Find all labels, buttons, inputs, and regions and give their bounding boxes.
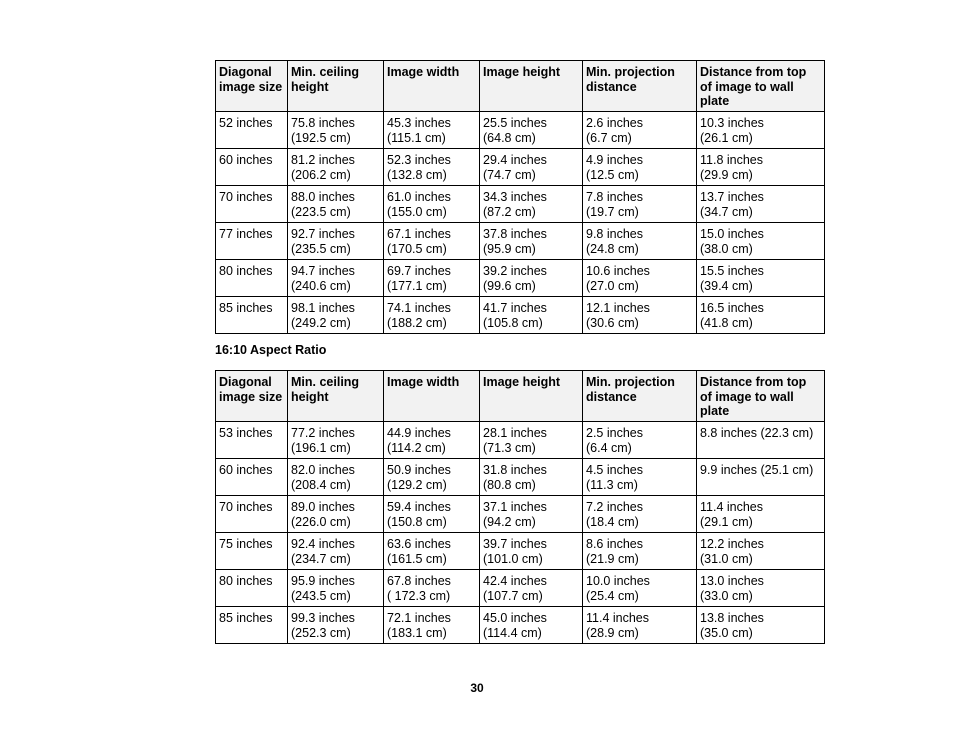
cell-line: 92.4 inches xyxy=(291,537,355,551)
cell-line: (33.0 cm) xyxy=(700,588,753,603)
table-row xyxy=(216,570,825,607)
cell-diagonal xyxy=(216,297,288,334)
cell-line: (155.0 cm) xyxy=(387,204,447,219)
cell-line: (26.1 cm) xyxy=(700,130,753,145)
cell-line: 41.7 inches xyxy=(483,301,547,315)
cell-wall-plate-distance xyxy=(697,112,825,149)
table-row xyxy=(216,496,825,533)
cell-line: (107.7 cm) xyxy=(483,588,543,603)
cell-ceiling-height xyxy=(288,570,384,607)
cell-line: 75 inches xyxy=(219,537,273,551)
cell-line: 12.2 inches xyxy=(700,537,764,551)
cell-line: (105.8 cm) xyxy=(483,315,543,330)
cell-line: 53 inches xyxy=(219,426,273,440)
cell-wall-plate-distance xyxy=(697,533,825,570)
cell-wall-plate-distance xyxy=(697,149,825,186)
cell-line: 52 inches xyxy=(219,116,273,130)
cell-image-height xyxy=(480,607,583,644)
cell-line: 69.7 inches xyxy=(387,264,451,278)
cell-diagonal xyxy=(216,223,288,260)
cell-line: (223.5 cm) xyxy=(291,204,351,219)
cell-image-width xyxy=(384,260,480,297)
cell-line: (21.9 cm) xyxy=(586,551,639,566)
column-header-width: Image width xyxy=(384,371,480,422)
cell-diagonal xyxy=(216,459,288,496)
cell-image-height xyxy=(480,223,583,260)
cell-wall-plate-distance xyxy=(697,607,825,644)
cell-image-width xyxy=(384,297,480,334)
cell-line: 92.7 inches xyxy=(291,227,355,241)
column-header-wall-plate: Distance from top of image to wall plate xyxy=(697,61,825,112)
cell-line: 10.0 inches xyxy=(586,574,650,588)
cell-line: 98.1 inches xyxy=(291,301,355,315)
cell-line: 37.1 inches xyxy=(483,500,547,514)
cell-wall-plate-distance xyxy=(697,223,825,260)
cell-image-width xyxy=(384,149,480,186)
table-row xyxy=(216,149,825,186)
cell-line: (34.7 cm) xyxy=(700,204,753,219)
cell-diagonal xyxy=(216,112,288,149)
cell-projection-distance xyxy=(583,533,697,570)
cell-line: (64.8 cm) xyxy=(483,130,536,145)
cell-line: 13.7 inches xyxy=(700,190,764,204)
cell-line: (208.4 cm) xyxy=(291,477,351,492)
cell-line: (74.7 cm) xyxy=(483,167,536,182)
cell-line: 85 inches xyxy=(219,611,273,625)
cell-line: 59.4 inches xyxy=(387,500,451,514)
table-row xyxy=(216,533,825,570)
cell-line: (27.0 cm) xyxy=(586,278,639,293)
cell-line: 13.8 inches xyxy=(700,611,764,625)
cell-line: 75.8 inches xyxy=(291,116,355,130)
cell-line: 37.8 inches xyxy=(483,227,547,241)
column-header-ceiling: Min. ceiling height xyxy=(288,61,384,112)
cell-line: 11.8 inches xyxy=(700,153,764,167)
cell-ceiling-height xyxy=(288,223,384,260)
cell-ceiling-height xyxy=(288,422,384,459)
cell-line: 12.1 inches xyxy=(586,301,650,315)
cell-ceiling-height xyxy=(288,186,384,223)
cell-line: 85 inches xyxy=(219,301,273,315)
cell-line: ( 172.3 cm) xyxy=(387,588,451,603)
cell-line: 11.4 inches xyxy=(700,500,764,514)
cell-line: 81.2 inches xyxy=(291,153,355,167)
cell-line: 8.8 inches (22.3 cm) xyxy=(700,426,814,440)
table-row xyxy=(216,422,825,459)
cell-image-width xyxy=(384,186,480,223)
cell-line: (29.9 cm) xyxy=(700,167,753,182)
cell-wall-plate-distance xyxy=(697,186,825,223)
cell-line: (243.5 cm) xyxy=(291,588,351,603)
cell-line: 45.0 inches xyxy=(483,611,547,625)
cell-projection-distance xyxy=(583,459,697,496)
cell-line: (29.1 cm) xyxy=(700,514,753,529)
cell-line: 28.1 inches xyxy=(483,426,547,440)
cell-ceiling-height xyxy=(288,260,384,297)
cell-line: (38.0 cm) xyxy=(700,241,753,256)
cell-line: (240.6 cm) xyxy=(291,278,351,293)
cell-diagonal xyxy=(216,186,288,223)
table-row xyxy=(216,607,825,644)
cell-image-width xyxy=(384,496,480,533)
cell-line: 50.9 inches xyxy=(387,463,451,477)
cell-line: (31.0 cm) xyxy=(700,551,753,566)
table-row xyxy=(216,459,825,496)
cell-line: 9.8 inches xyxy=(586,227,643,241)
column-header-height: Image height xyxy=(480,61,583,112)
cell-line: (115.1 cm) xyxy=(387,130,446,145)
cell-projection-distance xyxy=(583,223,697,260)
cell-wall-plate-distance xyxy=(697,496,825,533)
cell-line: (226.0 cm) xyxy=(291,514,351,529)
cell-image-height xyxy=(480,186,583,223)
projection-table-16-10 xyxy=(215,370,825,644)
cell-ceiling-height xyxy=(288,149,384,186)
cell-image-height xyxy=(480,297,583,334)
cell-image-height xyxy=(480,422,583,459)
cell-line: 4.5 inches xyxy=(586,463,643,477)
cell-line: 52.3 inches xyxy=(387,153,451,167)
cell-wall-plate-distance xyxy=(697,570,825,607)
cell-line: 39.2 inches xyxy=(483,264,547,278)
page-number: 30 xyxy=(470,681,484,695)
cell-ceiling-height xyxy=(288,496,384,533)
cell-line: (206.2 cm) xyxy=(291,167,351,182)
cell-line: (114.2 cm) xyxy=(387,440,446,455)
cell-line: (114.4 cm) xyxy=(483,625,542,640)
cell-image-height xyxy=(480,496,583,533)
cell-line: 70 inches xyxy=(219,500,273,514)
column-header-height: Image height xyxy=(480,371,583,422)
cell-line: 80 inches xyxy=(219,264,273,278)
cell-line: 61.0 inches xyxy=(387,190,451,204)
cell-line: (28.9 cm) xyxy=(586,625,639,640)
cell-line: 7.2 inches xyxy=(586,500,643,514)
cell-line: 94.7 inches xyxy=(291,264,355,278)
cell-line: 2.5 inches xyxy=(586,426,643,440)
cell-line: 67.8 inches xyxy=(387,574,451,588)
cell-line: 77.2 inches xyxy=(291,426,355,440)
cell-projection-distance xyxy=(583,112,697,149)
table-row xyxy=(216,223,825,260)
projection-table-16-9 xyxy=(215,60,825,334)
cell-line: (234.7 cm) xyxy=(291,551,351,566)
cell-line: 44.9 inches xyxy=(387,426,451,440)
cell-diagonal xyxy=(216,260,288,297)
cell-ceiling-height xyxy=(288,459,384,496)
cell-line: 63.6 inches xyxy=(387,537,451,551)
cell-line: (188.2 cm) xyxy=(387,315,447,330)
cell-line: 31.8 inches xyxy=(483,463,547,477)
cell-projection-distance xyxy=(583,186,697,223)
cell-line: (30.6 cm) xyxy=(586,315,639,330)
cell-wall-plate-distance xyxy=(697,297,825,334)
cell-line: (183.1 cm) xyxy=(387,625,447,640)
cell-line: (6.7 cm) xyxy=(586,130,632,145)
cell-line: (71.3 cm) xyxy=(483,440,536,455)
cell-line: (39.4 cm) xyxy=(700,278,753,293)
cell-ceiling-height xyxy=(288,607,384,644)
cell-line: (249.2 cm) xyxy=(291,315,351,330)
cell-line: (132.8 cm) xyxy=(387,167,447,182)
cell-line: 95.9 inches xyxy=(291,574,355,588)
cell-image-width xyxy=(384,459,480,496)
cell-projection-distance xyxy=(583,607,697,644)
cell-line: (161.5 cm) xyxy=(387,551,447,566)
cell-line: (150.8 cm) xyxy=(387,514,447,529)
cell-line: 10.6 inches xyxy=(586,264,650,278)
cell-line: (170.5 cm) xyxy=(387,241,447,256)
table-row xyxy=(216,297,825,334)
cell-line: (6.4 cm) xyxy=(586,440,632,455)
cell-diagonal xyxy=(216,149,288,186)
cell-line: 88.0 inches xyxy=(291,190,355,204)
cell-line: 10.3 inches xyxy=(700,116,764,130)
cell-image-width xyxy=(384,223,480,260)
table-row xyxy=(216,112,825,149)
cell-image-width xyxy=(384,570,480,607)
cell-projection-distance xyxy=(583,496,697,533)
cell-line: 80 inches xyxy=(219,574,273,588)
cell-line: 89.0 inches xyxy=(291,500,355,514)
cell-image-height xyxy=(480,570,583,607)
cell-line: (192.5 cm) xyxy=(291,130,351,145)
cell-diagonal xyxy=(216,533,288,570)
cell-line: (24.8 cm) xyxy=(586,241,639,256)
cell-image-height xyxy=(480,260,583,297)
cell-line: 42.4 inches xyxy=(483,574,547,588)
cell-line: (252.3 cm) xyxy=(291,625,351,640)
table-header-row xyxy=(216,371,825,422)
column-header-diagonal: Diagonal image size xyxy=(216,61,288,112)
cell-wall-plate-distance xyxy=(697,422,825,459)
cell-line: (80.8 cm) xyxy=(483,477,536,492)
cell-line: (19.7 cm) xyxy=(586,204,639,219)
cell-line: 39.7 inches xyxy=(483,537,547,551)
cell-ceiling-height xyxy=(288,297,384,334)
cell-line: 74.1 inches xyxy=(387,301,451,315)
cell-image-width xyxy=(384,607,480,644)
cell-line: 2.6 inches xyxy=(586,116,643,130)
cell-line: 70 inches xyxy=(219,190,273,204)
cell-line: 60 inches xyxy=(219,153,273,167)
cell-line: (101.0 cm) xyxy=(483,551,543,566)
column-header-wall-plate: Distance from top of image to wall plate xyxy=(697,371,825,422)
cell-line: 34.3 inches xyxy=(483,190,547,204)
cell-ceiling-height xyxy=(288,112,384,149)
cell-line: 8.6 inches xyxy=(586,537,643,551)
cell-image-height xyxy=(480,533,583,570)
cell-line: 13.0 inches xyxy=(700,574,764,588)
cell-line: 16.5 inches xyxy=(700,301,764,315)
column-header-diagonal: Diagonal image size xyxy=(216,371,288,422)
cell-image-width xyxy=(384,112,480,149)
cell-line: 45.3 inches xyxy=(387,116,451,130)
cell-line: 82.0 inches xyxy=(291,463,355,477)
table-row xyxy=(216,260,825,297)
cell-line: (11.3 cm) xyxy=(586,477,638,492)
cell-projection-distance xyxy=(583,297,697,334)
cell-line: 11.4 inches xyxy=(586,611,650,625)
cell-image-height xyxy=(480,459,583,496)
cell-diagonal xyxy=(216,422,288,459)
cell-line: 99.3 inches xyxy=(291,611,355,625)
table-row xyxy=(216,186,825,223)
cell-line: (94.2 cm) xyxy=(483,514,536,529)
column-header-projection: Min. projection distance xyxy=(583,371,697,422)
cell-image-width xyxy=(384,422,480,459)
cell-line: 67.1 inches xyxy=(387,227,451,241)
cell-line: 9.9 inches (25.1 cm) xyxy=(700,463,814,477)
section-heading-16-10: 16:10 Aspect Ratio xyxy=(215,343,327,357)
cell-line: 15.0 inches xyxy=(700,227,764,241)
cell-line: (12.5 cm) xyxy=(586,167,639,182)
cell-line: 60 inches xyxy=(219,463,273,477)
cell-line: (129.2 cm) xyxy=(387,477,447,492)
cell-projection-distance xyxy=(583,570,697,607)
table-body xyxy=(216,422,825,644)
cell-line: (95.9 cm) xyxy=(483,241,536,256)
cell-line: (41.8 cm) xyxy=(700,315,753,330)
cell-projection-distance xyxy=(583,422,697,459)
cell-projection-distance xyxy=(583,149,697,186)
cell-ceiling-height xyxy=(288,533,384,570)
cell-diagonal xyxy=(216,570,288,607)
cell-line: 15.5 inches xyxy=(700,264,764,278)
cell-wall-plate-distance xyxy=(697,260,825,297)
cell-projection-distance xyxy=(583,260,697,297)
cell-diagonal xyxy=(216,496,288,533)
cell-line: (177.1 cm) xyxy=(387,278,447,293)
column-header-projection: Min. projection distance xyxy=(583,61,697,112)
cell-line: (196.1 cm) xyxy=(291,440,351,455)
column-header-width: Image width xyxy=(384,61,480,112)
cell-wall-plate-distance xyxy=(697,459,825,496)
cell-line: (87.2 cm) xyxy=(483,204,536,219)
cell-line: (99.6 cm) xyxy=(483,278,536,293)
table-header-row xyxy=(216,61,825,112)
cell-image-height xyxy=(480,149,583,186)
cell-line: (235.5 cm) xyxy=(291,241,351,256)
cell-line: 7.8 inches xyxy=(586,190,643,204)
table-body xyxy=(216,112,825,334)
column-header-ceiling: Min. ceiling height xyxy=(288,371,384,422)
cell-line: 29.4 inches xyxy=(483,153,547,167)
cell-image-height xyxy=(480,112,583,149)
cell-line: 72.1 inches xyxy=(387,611,451,625)
cell-line: 77 inches xyxy=(219,227,273,241)
cell-line: 25.5 inches xyxy=(483,116,547,130)
cell-image-width xyxy=(384,533,480,570)
cell-diagonal xyxy=(216,607,288,644)
cell-line: (25.4 cm) xyxy=(586,588,639,603)
cell-line: 4.9 inches xyxy=(586,153,643,167)
cell-line: (18.4 cm) xyxy=(586,514,639,529)
cell-line: (35.0 cm) xyxy=(700,625,753,640)
